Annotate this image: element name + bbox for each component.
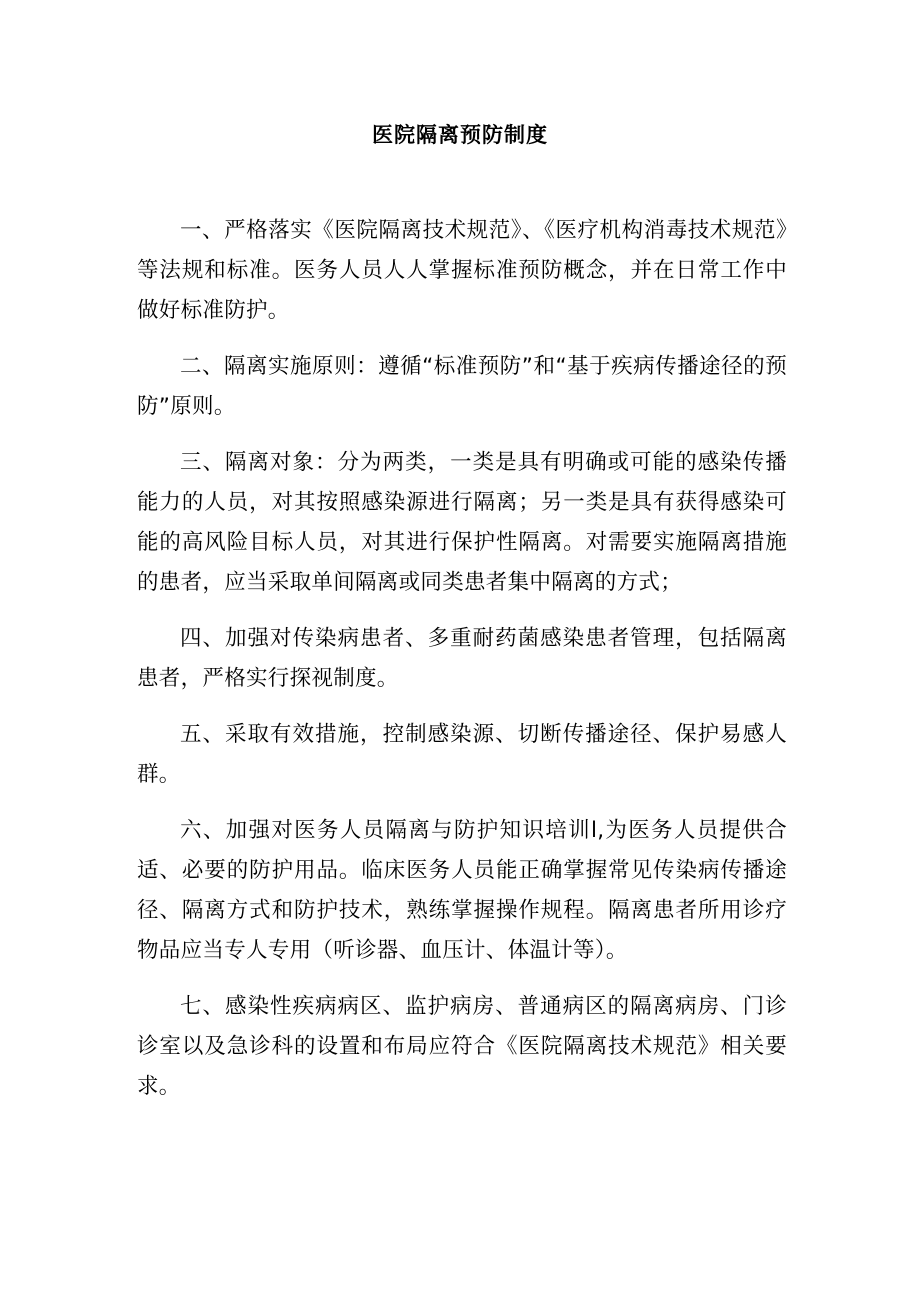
paragraph-2: 二、隔离实施原则：遵循“标准预防”和“基于疾病传播途径的预防”原则。 bbox=[137, 354, 787, 419]
paragraph-5: 五、采取有效措施，控制感染源、切断传播途径、保护易感人群。 bbox=[137, 722, 787, 787]
document-body bbox=[137, 211, 787, 1123]
document-title: 医院隔离预防制度 bbox=[372, 123, 548, 147]
paragraph-7: 七、感染性疾病病区、监护病房、普通病区的隔离病房、门诊诊室以及急诊科的设置和布局应符合《医院隔离技术规范》相关要求。 bbox=[137, 994, 787, 1099]
paragraph-3: 三、隔离对象：分为两类，一类是具有明确或可能的感染传播能力的人员，对其按照感染源进行隔离；另一类是具有获得感染可能的高风险目标人员，对其进行保护性隔离。对需要实施隔离措施的患者，应当采取单间隔离或同类患者集中隔离的方式； bbox=[137, 450, 787, 595]
paragraph-6: 六、加强对医务人员隔离与防护知识培训l,为医务人员提供合适、必要的防护用品。临床医务人员能正确掌握常见传染病传播途径、隔离方式和防护技术，熟练掌握操作规程。隔离患者所用诊疗物品应当专人专用（听诊器、血压计、体温计等）。 bbox=[137, 818, 787, 963]
paragraph-1: 一、严格落实《医院隔离技术规范》、《医疗机构消毒技术规范》等法规和标准。医务人员人人掌握标准预防概念，并在日常工作中做好标准防护。 bbox=[137, 218, 787, 323]
paragraph-4: 四、加强对传染病患者、多重耐药菌感染患者管理，包括隔离患者，严格实行探视制度。 bbox=[137, 626, 787, 691]
